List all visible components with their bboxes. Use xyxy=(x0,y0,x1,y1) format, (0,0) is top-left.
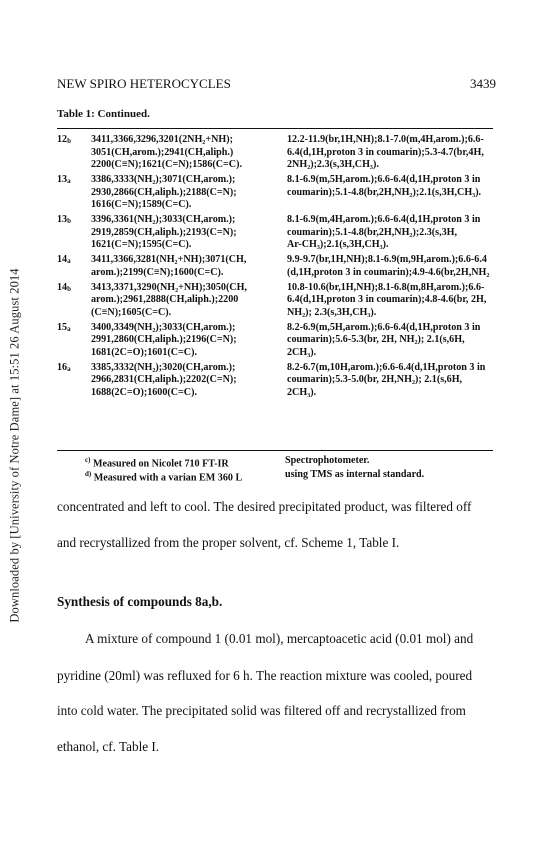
text-line: A mixture of compound 1 (0.01 mol), mercaptoacetic acid (0.01 mol) and xyxy=(85,631,474,646)
ir-data: 3411,3366,3281(NH₂+NH);3071(CH, arom.);2199(C≡N);1600(C=C). xyxy=(91,254,247,278)
compound-id: $13_a$ xyxy=(57,174,71,186)
table-bottom-rule xyxy=(57,450,493,451)
table-row xyxy=(57,254,493,279)
table-row xyxy=(57,282,493,320)
table-footnote: $^{d)}$ Measured with a varian EM 360 L using TMS as internal standard. xyxy=(85,469,425,484)
download-watermark xyxy=(4,240,26,650)
text-line: pyridine (20ml) was refluxed for 6 h. The reaction mixture was cooled, poured xyxy=(57,668,473,683)
compound-id: $13_b$ xyxy=(57,214,71,226)
compound-id: $14_b$ xyxy=(57,281,71,293)
text-line: concentrated and left to cool. The desired precipitated product, was filtered off xyxy=(57,499,472,514)
nmr-data: 10.8-10.6(br,1H,NH);8.1-6.8(m,8H,arom.);6.6- 6.4(d,1H,proton 3 in coumarin);4.8-4.6(br, 2H, NH₂); 2.3(s,3H,CH₃). xyxy=(287,281,487,318)
table-row xyxy=(57,134,493,172)
compound-id: $14_a$ xyxy=(57,254,71,266)
section-heading: Synthesis of compounds 8a,b. xyxy=(57,594,223,609)
text-line: and recrystallized from the proper solvent, cf. Scheme 1, Table I. xyxy=(57,535,400,550)
table-row xyxy=(57,174,493,212)
table-row xyxy=(57,214,493,252)
running-header xyxy=(57,76,496,92)
ir-data: 3385,3332(NH₂);3020(CH,arom.); 2966,2831(CH,aliph.);2202(C=N); 1688(2C=O);1600(C=C). xyxy=(91,361,237,399)
nmr-data: 9.9-9.7(br,1H,NH);8.1-6.9(m,9H,arom.);6.6-6.4 (d,1H,proton 3 in coumarin);4.9-4.6(br,2H,NH₂ xyxy=(287,254,490,278)
compound-id: $12_b$ xyxy=(57,134,71,145)
ir-data: 3386,3333(NH₂);3071(CH,arom.); 2930,2866(CH,aliph.);2188(C=N); 1616(C=N);1589(C=C). xyxy=(91,174,237,211)
table-row xyxy=(57,362,493,400)
table-row xyxy=(57,322,493,360)
nmr-data: 8.2-6.7(m,10H,arom.);6.6-6.4(d,1H,proton 3 in coumarin);5.3-5.0(br, 2H,NH₂); 2.1(s,6H, 2CH₃). xyxy=(287,361,486,399)
table-caption: Table 1: Continued. xyxy=(57,108,150,120)
ir-data: 3396,3361(NH₂);3033(CH,arom.); 2919,2859(CH,aliph.);2193(C=N); 1621(C=N);1595(C=C). xyxy=(91,214,237,251)
nmr-data: 12.2-11.9(br,1H,NH);8.1-7.0(m,4H,arom.);6.6- 6.4(d,1H,proton 3 in coumarin);5.3-4.7(br,4H, 2NH₂);2.3(s,3H,CH₃). xyxy=(287,134,484,171)
nmr-data: 8.1-6.9(m,5H,arom.);6.6-6.4(d,1H,proton 3 in coumarin);5.1-4.8(br,2H,NH₂);2.1(s,3H,CH₃). xyxy=(287,174,482,198)
ir-data: 3411,3366,3296,3201(2NH₂+NH); 3051(CH,arom.);2941(CH,aliph.) 2200(C≡N);1621(C=N);1586(C=C). xyxy=(91,134,242,171)
journal-title: NEW SPIRO HETEROCYCLES xyxy=(57,76,231,91)
table-footnote: $^{c)}$ Measured on Nicolet 710 FT-IR Spectrophotometer. xyxy=(85,455,370,470)
compound-id: $15_a$ xyxy=(57,321,71,333)
nmr-data: 8.2-6.9(m,5H,arom.);6.6-6.4(d,1H,proton 3 in coumarin);5.6-5.3(br, 2H, NH₂); 2.1(s,6H, 2CH₃). xyxy=(287,321,481,358)
ir-data: 3413,3371,3290(NH₂+NH);3050(CH, arom.);2961,2888(CH,aliph.);2200 (C≡N);1605(C=C). xyxy=(91,281,247,318)
text-line: into cold water. The precipitated solid was filtered off and recrystallized from xyxy=(57,703,466,718)
compound-id: $16_a$ xyxy=(57,361,71,373)
table-top-rule xyxy=(57,128,493,129)
text-line: ethanol, cf. Table I. xyxy=(57,739,160,754)
download-watermark-text: Downloaded by [University of Notre Dame] at 15:51 26 August 2014 xyxy=(7,267,22,623)
ir-data: 3400,3349(NH₂);3033(CH,arom.); 2991,2860(CH,aliph.);2196(C=N); 1681(2C=O);1601(C=C). xyxy=(91,321,237,358)
page-number: 3439 xyxy=(470,76,496,91)
nmr-data: 8.1-6.9(m,4H,arom.);6.6-6.4(d,1H,proton 3 in coumarin);5.1-4.8(br,2H,NH₂);2.3(s,3H, Ar-CH₃);2.1(s,3H,CH₃). xyxy=(287,214,481,251)
data-table xyxy=(57,134,493,402)
